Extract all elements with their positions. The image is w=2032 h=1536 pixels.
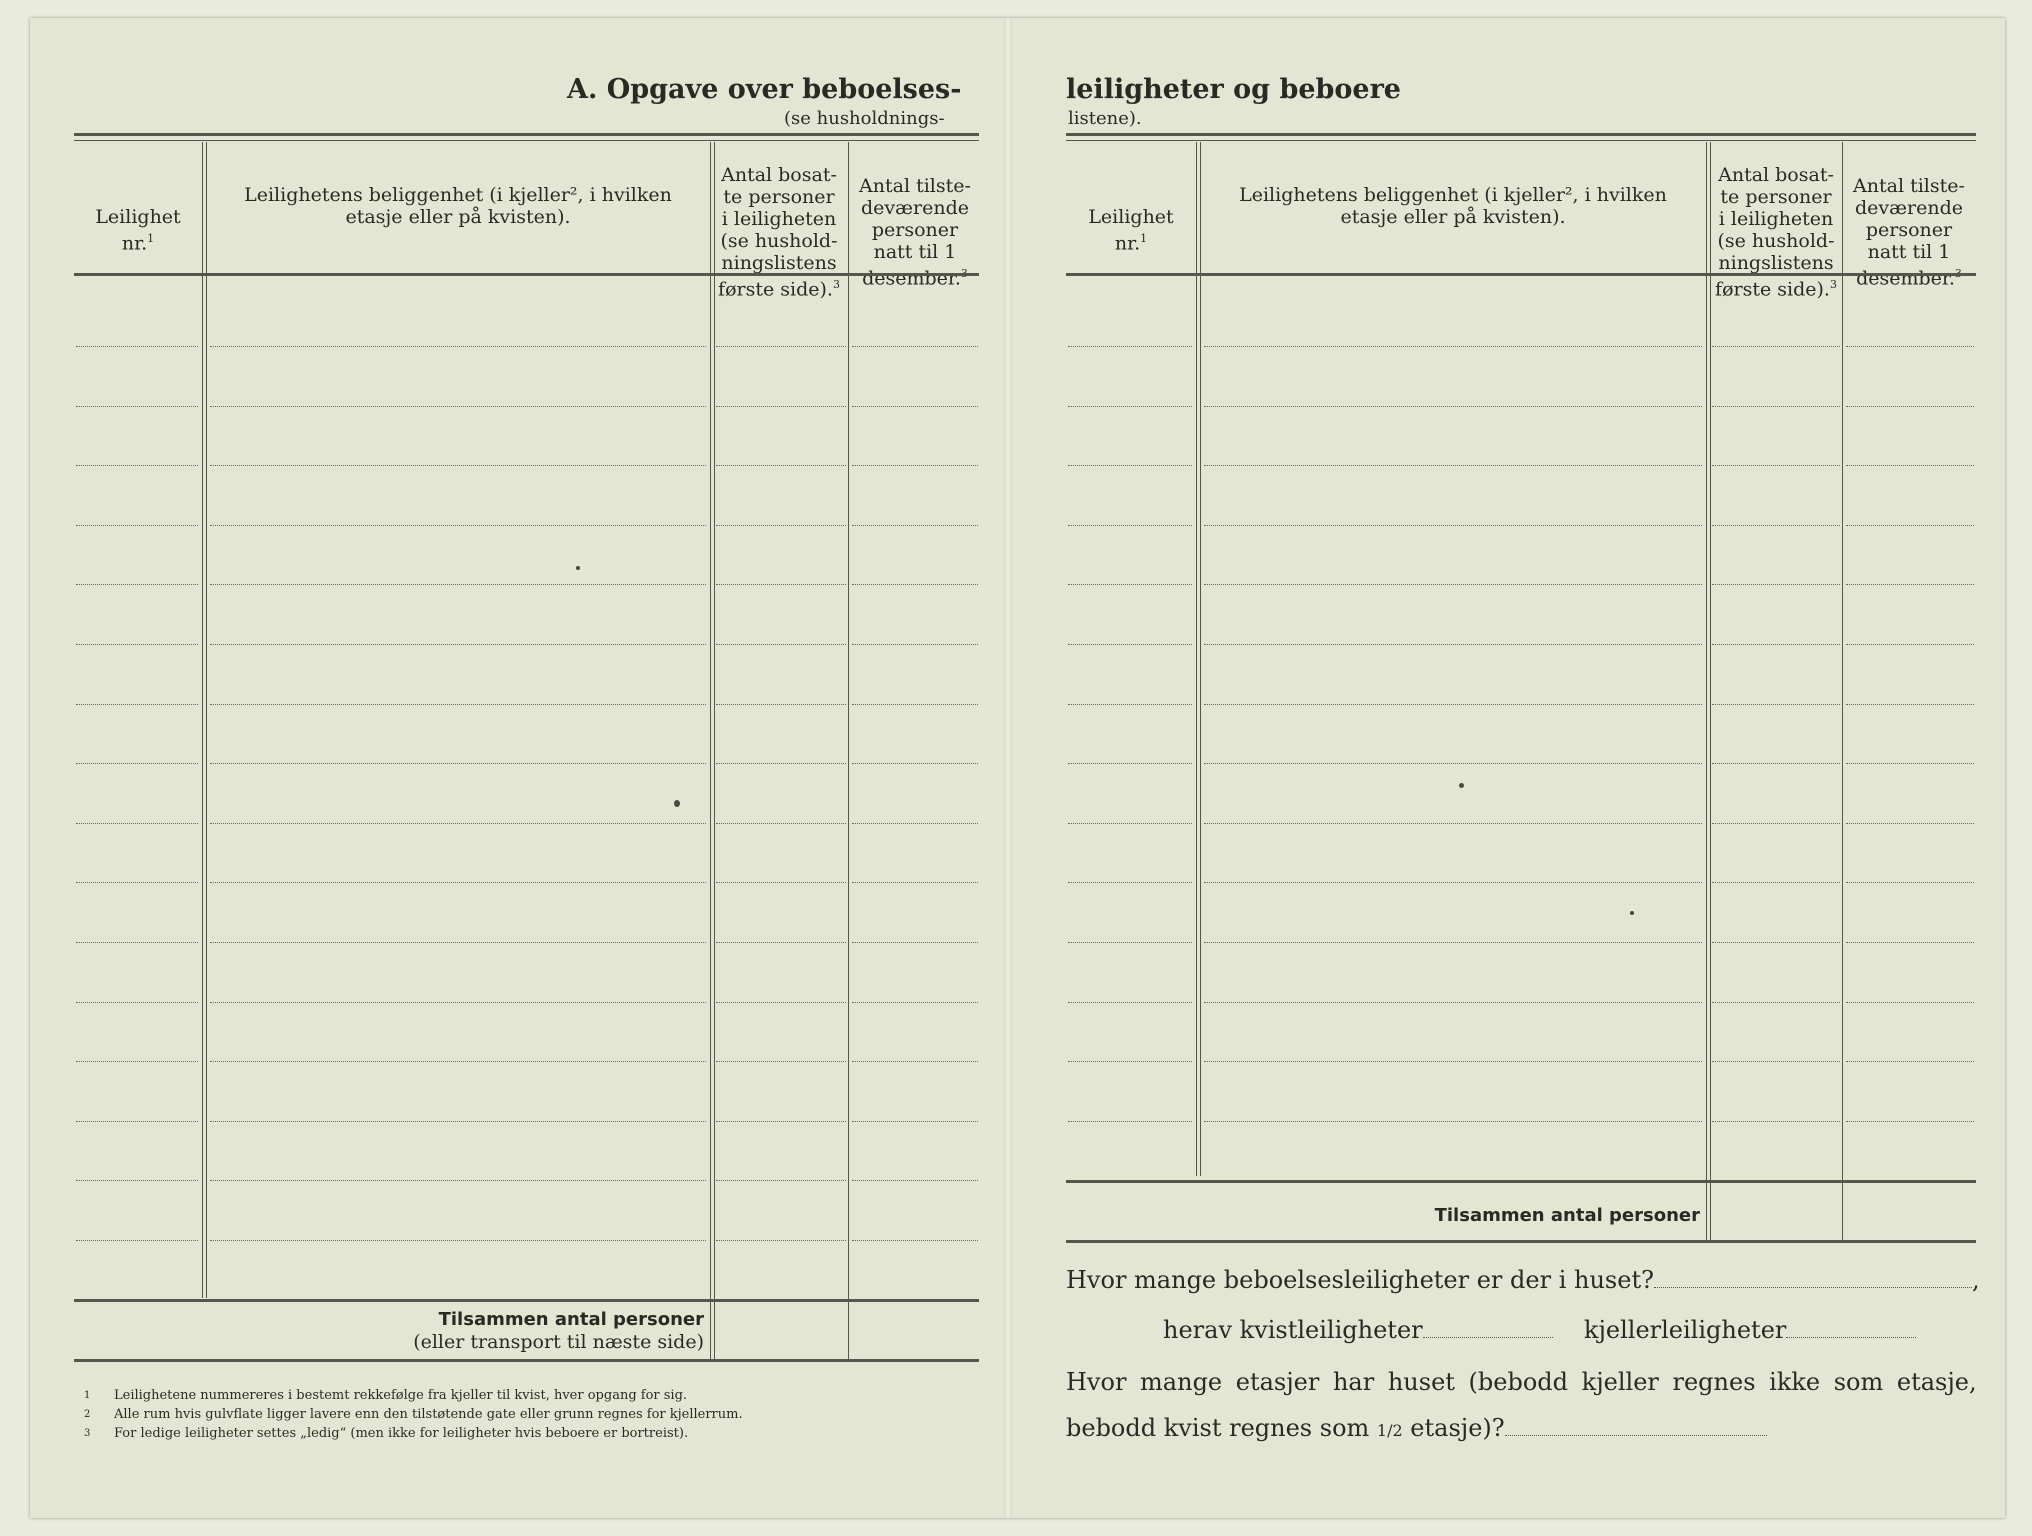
right-page-title: leiligheter og beboere	[1066, 74, 1401, 105]
footnote-1: 1 Leilighetene nummereres i bestemt rekkefølge fra kjeller til kvist, hver opgang for sig.	[84, 1388, 688, 1403]
question-attic-basement: herav kvistleiligheter kjellerleiligheter	[1163, 1316, 1916, 1344]
col-header-tilstedevaerende: Antal tilste- deværende personer natt til 1 desember.$^3$	[1853, 175, 1965, 290]
table-row-line	[1204, 882, 1702, 883]
table-row-line	[716, 584, 846, 585]
ink-speck	[674, 800, 680, 807]
table-row-line	[716, 1180, 846, 1181]
left-page-subtitle: (se husholdnings-	[784, 108, 945, 129]
table-row-line	[210, 942, 706, 943]
table-row-line	[852, 465, 978, 466]
answer-floors-field[interactable]	[1505, 1415, 1767, 1436]
table-row-line	[1204, 644, 1702, 645]
table-row-line	[76, 704, 198, 705]
table-row-line	[1204, 1061, 1702, 1062]
table-row-line	[210, 406, 706, 407]
table-row-line	[210, 465, 706, 466]
table-row-line	[716, 1002, 846, 1003]
table-row-line	[1204, 942, 1702, 943]
footnote-2: 2 Alle rum hvis gulvflate ligger lavere enn den tilstøtende gate eller grunn regnes for kjellerrum.	[84, 1407, 743, 1422]
table-row-line	[716, 823, 846, 824]
table-row-line	[1846, 584, 1974, 585]
table-row-line	[210, 763, 706, 764]
col-header-beliggenhet: Leilighetens beliggenhet (i kjeller², i hvilken etasje eller på kvisten).	[1239, 184, 1667, 228]
ink-speck	[576, 566, 580, 570]
col-header-bosatte: Antal bosat- te personer i leiligheten (se hushold- ningslistens første side).$^3$	[718, 164, 840, 301]
table-row-line	[852, 704, 978, 705]
table-row-line	[1204, 1002, 1702, 1003]
footnote-3: 3 For ledige leiligheter settes „ledig“ (men ikke for leiligheter hvis beboere er bortreist).	[84, 1426, 689, 1441]
table-row-line	[210, 704, 706, 705]
table-row-line	[1068, 823, 1192, 824]
table-row-line	[716, 525, 846, 526]
table-row-line	[76, 882, 198, 883]
question-floors: Hvor mange etasjer har huset (bebodd kjeller regnes ikke som etasje,	[1066, 1368, 1977, 1396]
table-row-line	[1068, 1061, 1192, 1062]
table-row-line	[852, 346, 978, 347]
left-total-label: Tilsammen antal personer (eller transport til næste side)	[413, 1309, 704, 1353]
col-divider-3	[1842, 142, 1843, 1240]
total-top-rule	[74, 1299, 979, 1302]
table-row-line	[1846, 1061, 1974, 1062]
table-row-line	[210, 584, 706, 585]
table-row-line	[76, 823, 198, 824]
footnotes	[84, 1386, 743, 1443]
table-row-line	[1068, 1121, 1192, 1122]
table-row-line	[76, 1002, 198, 1003]
table-row-line	[852, 525, 978, 526]
table-row-line	[1846, 644, 1974, 645]
col-header-bosatte: Antal bosat- te personer i leiligheten (se hushold- ningslistens første side).$^3$	[1715, 164, 1837, 301]
table-row-line	[1846, 1121, 1974, 1122]
table-row-line	[1068, 763, 1192, 764]
table-row-line	[716, 406, 846, 407]
table-row-line	[76, 465, 198, 466]
table-row-line	[1846, 525, 1974, 526]
col-header-tilstedevaerende: Antal tilste- deværende personer natt til 1 desember.$^3$	[859, 175, 971, 290]
left-page	[74, 0, 979, 1536]
table-row-line	[1068, 584, 1192, 585]
table-row-line	[1846, 406, 1974, 407]
table-top-rule	[74, 133, 979, 136]
page-fold	[1004, 18, 1012, 1518]
table-row-line	[852, 763, 978, 764]
table-row-line	[1712, 406, 1840, 407]
table-row-line	[852, 823, 978, 824]
table-row-line	[76, 1121, 198, 1122]
table-row-line	[76, 644, 198, 645]
table-row-line	[1068, 406, 1192, 407]
table-row-line	[76, 1180, 198, 1181]
table-row-line	[1204, 763, 1702, 764]
table-row-line	[1204, 1121, 1702, 1122]
question-apartments: Hvor mange beboelsesleiligheter er der i huset? ,	[1066, 1266, 1980, 1294]
table-row-line	[1204, 823, 1702, 824]
table-row-line	[716, 704, 846, 705]
col-header-beliggenhet: Leilighetens beliggenhet (i kjeller², i hvilken etasje eller på kvisten).	[244, 184, 672, 228]
table-row-line	[1068, 704, 1192, 705]
ink-speck	[1630, 911, 1634, 915]
table-row-line	[1068, 942, 1192, 943]
ink-speck	[1459, 783, 1464, 788]
table-row-line	[1712, 1121, 1840, 1122]
table-top-rule-thin	[1066, 140, 1976, 141]
table-row-line	[852, 1121, 978, 1122]
left-total-sublabel: (eller transport til næste side)	[413, 1331, 704, 1353]
total-bottom-rule	[1066, 1240, 1976, 1243]
answer-apartments-field[interactable]	[1654, 1267, 1972, 1288]
table-row-line	[1712, 584, 1840, 585]
table-row-line	[716, 763, 846, 764]
col-header-leilighet: Leilighet nr.$^1$	[95, 206, 181, 255]
table-row-line	[716, 882, 846, 883]
table-row-line	[1846, 823, 1974, 824]
table-row-line	[76, 584, 198, 585]
table-row-line	[1846, 1002, 1974, 1003]
table-row-line	[1712, 465, 1840, 466]
header-bottom-rule	[1066, 273, 1976, 276]
total-bottom-rule	[74, 1359, 979, 1362]
table-top-rule-thin	[74, 140, 979, 141]
table-row-line	[852, 1240, 978, 1241]
table-row-line	[1204, 346, 1702, 347]
right-total-label: Tilsammen antal personer	[1434, 1205, 1700, 1226]
table-row-line	[1204, 406, 1702, 407]
total-top-rule	[1066, 1180, 1976, 1183]
table-row-line	[1712, 882, 1840, 883]
table-row-line	[852, 1002, 978, 1003]
table-row-line	[210, 525, 706, 526]
table-row-line	[210, 882, 706, 883]
table-row-line	[1204, 465, 1702, 466]
table-row-line	[852, 584, 978, 585]
table-row-line	[210, 1121, 706, 1122]
table-row-line	[210, 1061, 706, 1062]
table-row-line	[716, 644, 846, 645]
col-divider-2	[1706, 142, 1711, 1240]
table-row-line	[210, 823, 706, 824]
table-row-line	[1068, 644, 1192, 645]
table-row-line	[1846, 465, 1974, 466]
table-row-line	[210, 1240, 706, 1241]
table-row-line	[1204, 704, 1702, 705]
table-row-line	[76, 346, 198, 347]
table-row-line	[210, 644, 706, 645]
table-row-line	[1712, 942, 1840, 943]
answer-basement-field[interactable]	[1786, 1317, 1916, 1338]
table-row-line	[76, 942, 198, 943]
table-row-line	[1712, 823, 1840, 824]
table-row-line	[76, 406, 198, 407]
table-row-line	[852, 942, 978, 943]
table-row-line	[716, 346, 846, 347]
table-row-line	[1846, 882, 1974, 883]
table-row-line	[852, 1180, 978, 1181]
left-page-title: A. Opgave over beboelses-	[567, 74, 962, 105]
table-row-line	[1712, 763, 1840, 764]
table-row-line	[1068, 882, 1192, 883]
table-row-line	[1846, 942, 1974, 943]
table-row-line	[1068, 346, 1192, 347]
table-row-line	[852, 882, 978, 883]
right-page-subtitle: listene).	[1068, 108, 1142, 129]
table-row-line	[1712, 1002, 1840, 1003]
table-row-line	[1712, 704, 1840, 705]
table-row-line	[852, 644, 978, 645]
table-row-line	[852, 406, 978, 407]
table-row-line	[852, 1061, 978, 1062]
table-row-line	[76, 1061, 198, 1062]
header-bottom-rule	[74, 273, 979, 276]
table-row-line	[1846, 346, 1974, 347]
table-row-line	[1068, 1002, 1192, 1003]
table-row-line	[1846, 704, 1974, 705]
table-row-line	[210, 1002, 706, 1003]
col-divider-1	[202, 142, 207, 1298]
table-row-line	[716, 1061, 846, 1062]
question-floors-cont: bebodd kvist regnes som 1/2 etasje)?	[1066, 1414, 1767, 1442]
table-row-line	[716, 1121, 846, 1122]
col-divider-2	[710, 142, 715, 1359]
table-row-line	[1068, 465, 1192, 466]
table-row-line	[1204, 525, 1702, 526]
table-row-line	[1712, 644, 1840, 645]
col-divider-3	[848, 142, 849, 1359]
answer-attic-field[interactable]	[1423, 1317, 1553, 1338]
table-row-line	[76, 1240, 198, 1241]
table-row-line	[76, 763, 198, 764]
table-row-line	[1204, 584, 1702, 585]
table-row-line	[1712, 525, 1840, 526]
col-divider-1	[1196, 142, 1201, 1176]
table-row-line	[1846, 763, 1974, 764]
table-row-line	[210, 346, 706, 347]
table-top-rule	[1066, 133, 1976, 136]
table-row-line	[1068, 525, 1192, 526]
table-row-line	[1712, 1061, 1840, 1062]
table-row-line	[1712, 346, 1840, 347]
right-page	[1066, 0, 1980, 1536]
table-row-line	[716, 465, 846, 466]
table-row-line	[210, 1180, 706, 1181]
table-row-line	[716, 1240, 846, 1241]
col-header-leilighet: Leilighet nr.$^1$	[1088, 206, 1174, 255]
table-row-line	[76, 525, 198, 526]
table-row-line	[716, 942, 846, 943]
